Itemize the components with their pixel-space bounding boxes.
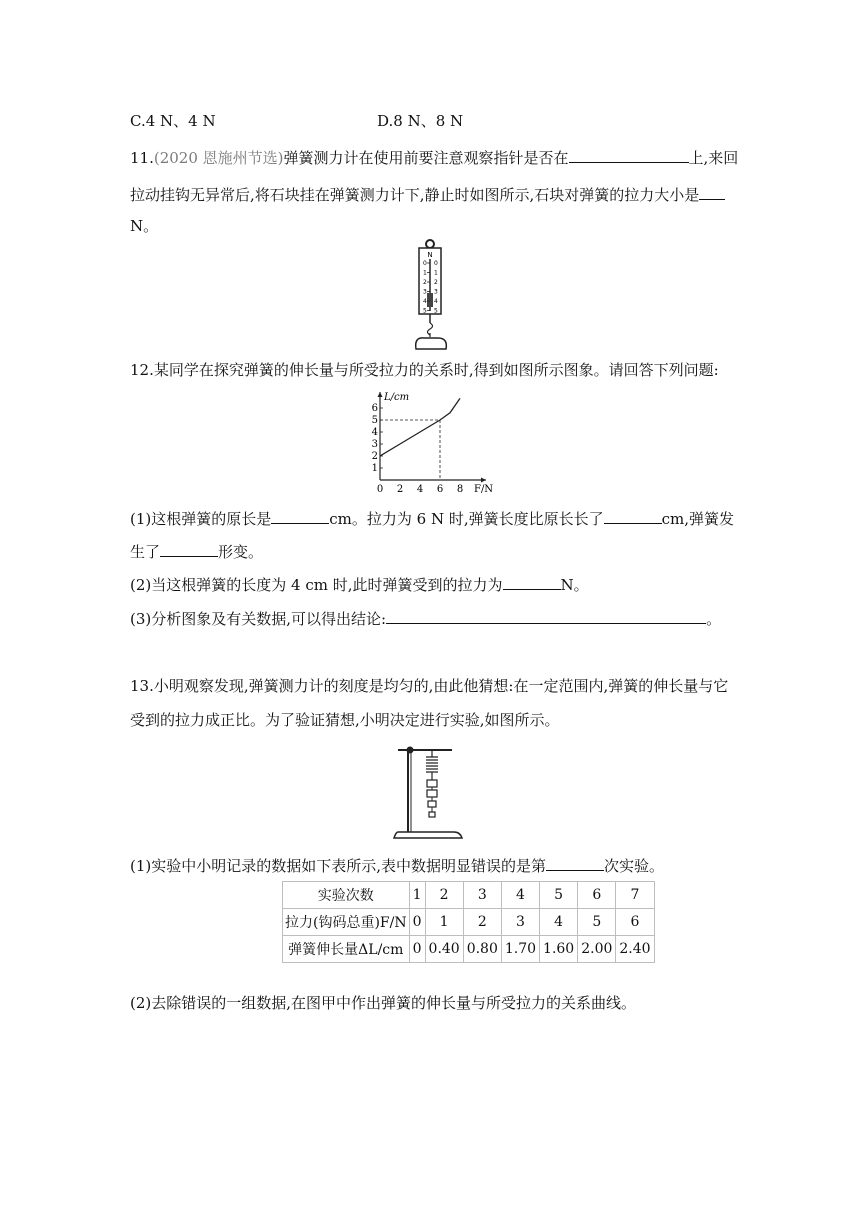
series-line — [380, 398, 460, 456]
table-cell: 2 — [425, 882, 463, 909]
table-row-header: 实验次数 — [283, 882, 410, 909]
table-cell: 2 — [463, 909, 501, 936]
spring-stand-figure — [390, 740, 470, 844]
x-tick-label: 4 — [416, 484, 424, 495]
question-12-part2 — [130, 574, 589, 595]
table-cell: 1 — [425, 909, 463, 936]
question-12-part1-line1 — [130, 508, 734, 529]
table-cell: 0.40 — [425, 936, 463, 963]
table-cell: 4 — [540, 909, 578, 936]
scale-tick-label-right: 4 — [434, 298, 438, 305]
table-row — [283, 909, 655, 936]
spring-icon — [426, 757, 438, 772]
y-axis-arrow-icon — [378, 392, 383, 397]
table-row — [283, 936, 655, 963]
scale-tick-label-right: 0 — [434, 260, 438, 267]
scale-tick-label-right: 2 — [434, 279, 438, 286]
question-text: cm。拉力为 6 N 时,弹簧长度比原长长了 — [329, 510, 604, 528]
question-11-line1 — [130, 147, 738, 168]
question-12-part3 — [130, 608, 721, 629]
question-text: (3)分析图象及有关数据,可以得出结论: — [130, 610, 387, 628]
question-source: (2020 恩施州节选) — [153, 149, 284, 167]
y-tick-label: 1 — [371, 463, 378, 474]
question-text: (2)当这根弹簧的长度为 4 cm 时,此时弹簧受到的拉力为 — [130, 576, 503, 594]
y-tick-label: 5 — [371, 415, 378, 426]
table-cell: 3 — [501, 909, 539, 936]
x-tick-label: 2 — [396, 484, 404, 495]
table-cell: 4 — [501, 882, 539, 909]
scale-unit-label: N — [427, 251, 433, 259]
weight-icon — [427, 780, 437, 787]
table-cell: 2.40 — [616, 936, 654, 963]
question-text: 上,来回 — [688, 149, 739, 167]
question-11-line3: N。 — [130, 217, 159, 235]
stand-base — [394, 832, 462, 838]
question-13-part2: (2)去除错误的一组数据,在图甲中作出弹簧的伸长量与所受拉力的关系曲线。 — [130, 994, 637, 1012]
answer-blank[interactable] — [503, 574, 561, 590]
spring-length-chart — [364, 388, 494, 498]
x-axis-label: F/N — [474, 484, 494, 495]
scale-indicator — [427, 293, 433, 307]
question-text: 次实验。 — [604, 857, 665, 875]
question-11-line2 — [130, 184, 725, 205]
table-cell: 3 — [463, 882, 501, 909]
spring-scale-figure — [408, 237, 454, 353]
table-cell: 5 — [578, 909, 616, 936]
question-text: N。 — [560, 576, 589, 594]
table-cell: 5 — [540, 882, 578, 909]
answer-blank[interactable] — [271, 508, 329, 524]
scale-tick-label-left: 2 — [423, 279, 427, 286]
scale-tick-label-left: 5 — [423, 307, 427, 315]
table-cell: 0 — [409, 936, 425, 963]
question-text: 。 — [706, 610, 722, 628]
option-c: C.4 N、4 N — [130, 112, 216, 130]
table-row-header: 弹簧伸长量ΔL/cm — [283, 936, 410, 963]
table-row-header: 拉力(钩码总重)F/N — [283, 909, 410, 936]
table-cell: 1.70 — [501, 936, 539, 963]
x-axis-arrow-icon — [481, 478, 486, 483]
answer-blank[interactable] — [604, 508, 662, 524]
scale-tick-label-right: 1 — [434, 269, 438, 277]
question-text: 弹簧测力计在使用前要注意观察指针是否在 — [283, 149, 569, 167]
hook-ring-icon — [426, 240, 434, 248]
x-tick-label: 6 — [436, 484, 444, 495]
data-table — [282, 881, 655, 963]
question-13-part1 — [130, 855, 664, 876]
weight-icon — [428, 801, 436, 807]
question-number: 11. — [130, 149, 154, 167]
question-text: cm,弹簧发 — [661, 510, 735, 528]
table-cell: 7 — [616, 882, 654, 909]
question-13-line1: 13.小明观察发现,弹簧测力计的刻度是均匀的,由此他猜想:在一定范围内,弹簧的伸长量与它 — [130, 677, 729, 695]
table-cell: 1.60 — [540, 936, 578, 963]
scale-tick-label-left: 4 — [423, 298, 427, 305]
answer-blank[interactable] — [569, 147, 689, 163]
table-cell: 6 — [578, 882, 616, 909]
question-text: (1)这根弹簧的原长是 — [130, 510, 272, 528]
table-cell: 2.00 — [578, 936, 616, 963]
answer-blank[interactable] — [160, 541, 218, 557]
y-tick-label: 2 — [371, 451, 378, 462]
table-cell: 6 — [616, 909, 654, 936]
y-tick-label: 3 — [371, 439, 378, 450]
scale-tick-label-right: 3 — [434, 288, 438, 296]
weight-icon — [427, 790, 437, 797]
question-12-stem: 12.某同学在探究弹簧的伸长量与所受拉力的关系时,得到如图所示图象。请回答下列问题: — [130, 361, 719, 379]
option-d: D.8 N、8 N — [377, 112, 464, 130]
scale-tick-label-right: 5 — [434, 307, 438, 315]
table-cell: 1 — [409, 882, 425, 909]
question-text: 形变。 — [218, 543, 264, 561]
table-row — [283, 882, 655, 909]
table-cell: 0 — [409, 909, 425, 936]
y-tick-label: 4 — [371, 427, 378, 438]
table-cell: 0.80 — [463, 936, 501, 963]
answer-blank[interactable] — [546, 855, 604, 871]
question-text: (1)实验中小明记录的数据如下表所示,表中数据明显错误的是第 — [130, 857, 547, 875]
weight-icon — [429, 812, 435, 817]
scale-tick-label-left: 1 — [423, 269, 427, 277]
stone-icon — [416, 338, 447, 349]
answer-blank[interactable] — [699, 184, 725, 200]
scale-tick-label-left: 0 — [423, 260, 427, 267]
scale-tick-label-left: 3 — [423, 288, 427, 296]
question-text: 拉动挂钩无异常后,将石块挂在弹簧测力计下,静止时如图所示,石块对弹簧的拉力大小是 — [130, 186, 700, 204]
clamp-icon — [407, 747, 414, 754]
x-tick-label: 0 — [376, 484, 384, 495]
y-tick-label: 6 — [371, 403, 378, 414]
y-axis-label: L/cm — [384, 392, 410, 403]
question-12-part1-line2 — [130, 541, 263, 562]
question-text: 生了 — [130, 543, 161, 561]
question-13-line2: 受到的拉力成正比。为了验证猜想,小明决定进行实验,如图所示。 — [130, 711, 560, 729]
x-tick-label: 8 — [456, 484, 464, 495]
answer-blank[interactable] — [386, 608, 706, 624]
